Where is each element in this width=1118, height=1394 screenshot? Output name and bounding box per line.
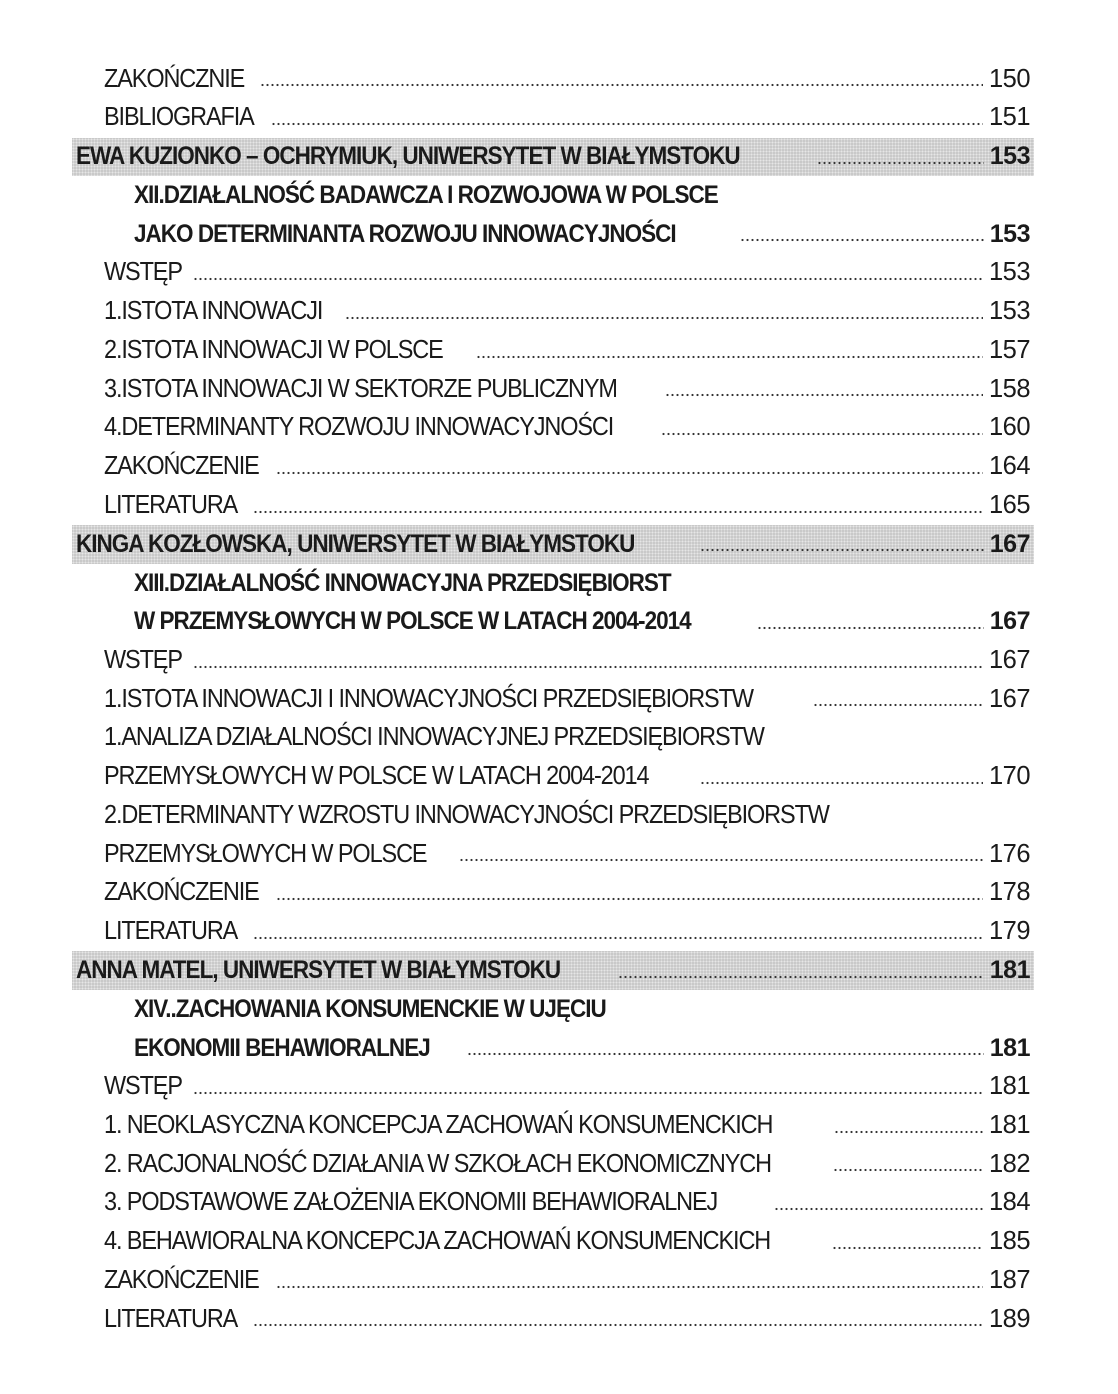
toc-entry-title: WSTĘP — [104, 1072, 182, 1101]
toc-entry — [0, 99, 1118, 138]
toc-page-number: 181 — [989, 956, 1030, 985]
dot-leader — [813, 703, 983, 707]
dot-leader — [253, 936, 983, 940]
toc-entry-title: PRZEMYSŁOWYCH W POLSCE W LATACH 2004-2014 — [104, 762, 649, 791]
dot-leader — [757, 626, 984, 630]
toc-page-number: 153 — [989, 142, 1030, 171]
toc-entry — [0, 874, 1118, 913]
toc-page-number: 151 — [988, 103, 1030, 132]
toc-page-number: 157 — [988, 335, 1030, 364]
dot-leader — [345, 316, 983, 320]
toc-chapter-entry — [0, 1029, 1118, 1068]
toc-author-entry — [72, 951, 1034, 990]
toc-entry — [0, 719, 1118, 758]
toc-page-number: 187 — [988, 1265, 1030, 1294]
toc-page-number: 167 — [988, 645, 1030, 674]
toc-chapter-entry — [0, 603, 1118, 642]
toc-entry-title: ZAKOŃCZENIE — [104, 878, 259, 907]
toc-entry-title: 1.ISTOTA INNOWACJI I INNOWACYJNOŚCI PRZEDSIĘBIORSTW — [104, 684, 753, 713]
toc-page-number: 181 — [988, 1072, 1030, 1101]
dot-leader — [253, 510, 983, 514]
dot-leader — [276, 471, 983, 475]
toc-page-number: 153 — [989, 219, 1030, 248]
dot-leader — [700, 781, 983, 785]
toc-page-number: 150 — [988, 64, 1030, 93]
dot-leader — [774, 1207, 982, 1211]
toc-chapter-entry — [0, 990, 1118, 1029]
toc-entry — [0, 293, 1118, 332]
toc-entry-title: 3.ISTOTA INNOWACJI W SEKTORZE PUBLICZNYM — [104, 374, 617, 403]
toc-page-number: 167 — [989, 607, 1030, 636]
dot-leader — [271, 122, 983, 126]
dot-leader — [833, 1168, 983, 1172]
toc-page-number: 160 — [988, 413, 1030, 442]
dot-leader — [700, 548, 983, 552]
toc-entry — [0, 254, 1118, 293]
toc-entry-title: LITERATURA — [104, 917, 238, 946]
toc-page-number: 167 — [988, 684, 1030, 713]
toc-author-entry — [72, 525, 1034, 564]
toc-page-number: 153 — [988, 258, 1030, 287]
toc-entry — [0, 60, 1118, 99]
toc-entry — [0, 835, 1118, 874]
toc-entry-title: 2.ISTOTA INNOWACJI W POLSCE — [104, 335, 443, 364]
dot-leader — [467, 1052, 984, 1056]
toc-entry — [0, 409, 1118, 448]
toc-page-number: 178 — [988, 878, 1030, 907]
dot-leader — [740, 238, 984, 242]
toc-entry-title: WSTĘP — [104, 645, 182, 674]
toc-entry-title: W PRZEMYSŁOWYCH W POLSCE W LATACH 2004-2014 — [134, 607, 691, 636]
dot-leader — [193, 277, 983, 281]
toc-entry-title: 4.DETERMINANTY ROZWOJU INNOWACYJNOŚCI — [104, 413, 614, 442]
toc-entry-title: 3. PODSTAWOWE ZAŁOŻENIA EKONOMII BEHAWIORALNEJ — [104, 1188, 718, 1217]
toc-entry-title: 4. BEHAWIORALNA KONCEPCJA ZACHOWAŃ KONSUMENCKICH — [104, 1227, 771, 1256]
toc-entry-title: 2. RACJONALNOŚĆ DZIAŁANIA W SZKOŁACH EKONOMICZNYCH — [104, 1149, 771, 1178]
toc-page-number: 181 — [988, 1110, 1030, 1139]
dot-leader — [276, 1285, 983, 1289]
toc-chapter-entry — [0, 564, 1118, 603]
toc-entry-title: XIII.DZIAŁALNOŚĆ INNOWACYJNA PRZEDSIĘBIORST — [134, 568, 671, 597]
toc-entry — [0, 1068, 1118, 1107]
toc-entry-title: PRZEMYSŁOWYCH W POLSCE — [104, 839, 427, 868]
toc-entry-title: LITERATURA — [104, 1304, 238, 1333]
toc-entry — [0, 331, 1118, 370]
toc-page-number: 158 — [988, 374, 1030, 403]
toc-entry — [0, 486, 1118, 525]
toc-entry — [0, 448, 1118, 487]
toc-entry-title: EKONOMII BEHAWIORALNEJ — [134, 1033, 430, 1062]
toc-entry — [0, 641, 1118, 680]
toc-entry — [0, 913, 1118, 952]
toc-entry — [0, 796, 1118, 835]
toc-page-number: 179 — [988, 917, 1030, 946]
toc-entry — [0, 1223, 1118, 1262]
dot-leader — [476, 355, 983, 359]
dot-leader — [193, 665, 983, 669]
toc-entry — [0, 1106, 1118, 1145]
toc-entry-title: WSTĘP — [104, 258, 182, 287]
toc-entry — [0, 1184, 1118, 1223]
toc-chapter-entry — [0, 176, 1118, 215]
toc-page-number: 182 — [988, 1149, 1030, 1178]
toc-page-number: 185 — [988, 1227, 1030, 1256]
toc-chapter-entry — [0, 215, 1118, 254]
toc-author-entry — [72, 138, 1034, 177]
dot-leader — [253, 1323, 983, 1327]
dot-leader — [834, 1130, 983, 1134]
toc-page-number: 153 — [988, 297, 1030, 326]
toc-entry — [0, 1261, 1118, 1300]
toc-entry — [0, 680, 1118, 719]
toc-entry-title: KINGA KOZŁOWSKA, UNIWERSYTET W BIAŁYMSTOKU — [76, 529, 635, 558]
toc-entry-title: 1. NEOKLASYCZNA KONCEPCJA ZACHOWAŃ KONSUMENCKICH — [104, 1110, 773, 1139]
toc-page-number: 181 — [989, 1033, 1030, 1062]
dot-leader — [817, 161, 983, 165]
toc-page-number: 176 — [988, 839, 1030, 868]
toc-entry-title: ANNA MATEL, UNIWERSYTET W BIAŁYMSTOKU — [76, 956, 561, 985]
toc-page-number: 167 — [989, 529, 1030, 558]
dot-leader — [665, 393, 982, 397]
toc-entry-title: XIV..ZACHOWANIA KONSUMENCKIE W UJĘCIU — [134, 994, 606, 1023]
toc-page-number: 170 — [988, 762, 1030, 791]
toc-entry-title: 2.DETERMINANTY WZROSTU INNOWACYJNOŚCI PRZEDSIĘBIORSTW — [104, 800, 829, 829]
dot-leader — [661, 432, 982, 436]
toc-entry-title: ZAKOŃCZENIE — [104, 452, 259, 481]
toc-entry-title: ZAKOŃCZNIE — [104, 64, 245, 93]
toc-entry — [0, 1145, 1118, 1184]
toc-entry-title: BIBLIOGRAFIA — [104, 103, 254, 132]
toc-entry — [0, 1300, 1118, 1339]
toc-entry-title: EWA KUZIONKO – OCHRYMIUK, UNIWERSYTET W BIAŁYMSTOKU — [76, 142, 740, 171]
toc-entry-title: 1.ANALIZA DZIAŁALNOŚCI INNOWACYJNEJ PRZEDSIĘBIORSTW — [104, 723, 764, 752]
toc-entry-title: 1.ISTOTA INNOWACJI — [104, 297, 323, 326]
toc-page-number: 164 — [988, 452, 1030, 481]
dot-leader — [832, 1246, 983, 1250]
dot-leader — [276, 897, 983, 901]
toc-page-number: 189 — [988, 1304, 1030, 1333]
toc-entry — [0, 370, 1118, 409]
toc-entry-title: LITERATURA — [104, 490, 238, 519]
toc-entry — [0, 758, 1118, 797]
dot-leader — [459, 858, 983, 862]
dot-leader — [193, 1091, 983, 1095]
dot-leader — [260, 83, 983, 87]
toc-entry-title: JAKO DETERMINANTA ROZWOJU INNOWACYJNOŚCI — [134, 219, 676, 248]
toc-entry-title: ZAKOŃCZENIE — [104, 1265, 259, 1294]
toc-entry-title: XII.DZIAŁALNOŚĆ BADAWCZA I ROZWOJOWA W POLSCE — [134, 181, 718, 210]
toc-page-number: 184 — [988, 1188, 1030, 1217]
toc-page-number: 165 — [988, 490, 1030, 519]
dot-leader — [618, 975, 984, 979]
